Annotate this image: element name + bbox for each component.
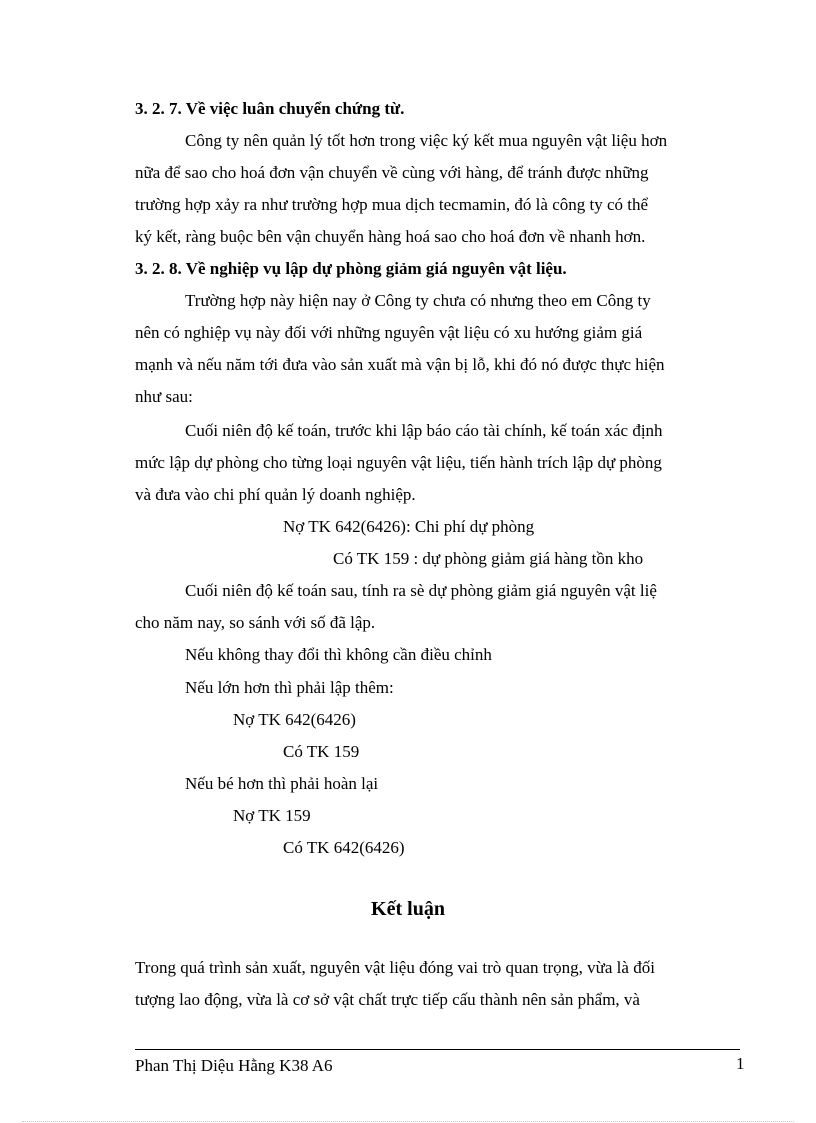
paragraph-line: mạnh và nếu năm tới đưa vào sản xuất mà vận bị lỗ, khi đó nó được thực hiện [135, 355, 665, 374]
greater-debit-entry: Nợ TK 642(6426) [233, 710, 356, 729]
paragraph-line: cho năm nay, so sánh với số đã lập. [135, 613, 376, 632]
paragraph-line: ký kết, ràng buộc bên vận chuyển hàng hoá sao cho hoá đơn về nhanh hơn. [135, 227, 646, 246]
case-greater: Nếu lớn hơn thì phải lập thêm: [185, 678, 394, 697]
paragraph-line: trường hợp xảy ra như trường hợp mua dịch tecmamin, đó là công ty có thể [135, 195, 649, 214]
footer-author: Phan Thị Diệu Hằng K38 A6 [135, 1056, 333, 1075]
paragraph-line: nữa để sao cho hoá đơn vận chuyển về cùng với hàng, để tránh được những [135, 163, 649, 182]
paragraph-line: Trường hợp này hiện nay ở Công ty chưa có nhưng theo em Công ty [185, 291, 651, 310]
paragraph-line: và đưa vào chi phí quản lý doanh nghiệp. [135, 485, 416, 504]
journal-entry-credit: Có TK 159 : dự phòng giảm giá hàng tồn kho [333, 549, 644, 568]
paragraph-line: tượng lao động, vừa là cơ sở vật chất trực tiếp cấu thành nên sản phẩm, và [135, 990, 640, 1009]
case-no-change: Nếu không thay đổi thì không cần điều chỉnh [185, 645, 492, 664]
paragraph-line: Cuối niên độ kế toán sau, tính ra sè dự phòng giảm giá nguyên vật liệ [185, 581, 657, 600]
paragraph-line: Cuối niên độ kế toán, trước khi lập báo cáo tài chính, kế toán xác định [185, 421, 663, 440]
footer-page-number: 1 [736, 1054, 745, 1073]
paragraph-line: như sau: [135, 387, 193, 406]
paragraph-line: Trong quá trình sản xuất, nguyên vật liệu đóng vai trò quan trọng, vừa là đối [135, 958, 655, 977]
section-3-2-8-heading: 3. 2. 8. Về nghiệp vụ lập dự phòng giảm giá nguyên vật liệu. [135, 259, 567, 278]
conclusion-title: Kết luận [371, 898, 445, 920]
page-bottom-border [22, 1121, 794, 1122]
footer-divider [135, 1049, 740, 1050]
smaller-credit-entry: Có TK 642(6426) [283, 838, 405, 857]
journal-entry-debit: Nợ TK 642(6426): Chi phí dự phòng [283, 517, 535, 536]
section-3-2-7-heading: 3. 2. 7. Về việc luân chuyển chứng từ. [135, 99, 405, 118]
paragraph-line: mức lập dự phòng cho từng loại nguyên vật liệu, tiến hành trích lập dự phòng [135, 453, 662, 472]
case-smaller: Nếu bé hơn thì phải hoàn lại [185, 774, 379, 793]
paragraph-line: nên có nghiệp vụ này đối với những nguyên vật liệu có xu hướng giảm giá [135, 323, 643, 342]
paragraph-line: Công ty nên quản lý tốt hơn trong việc ký kết mua nguyên vật liệu hơn [185, 131, 668, 150]
smaller-debit-entry: Nợ TK 159 [233, 806, 311, 825]
greater-credit-entry: Có TK 159 [283, 742, 360, 761]
